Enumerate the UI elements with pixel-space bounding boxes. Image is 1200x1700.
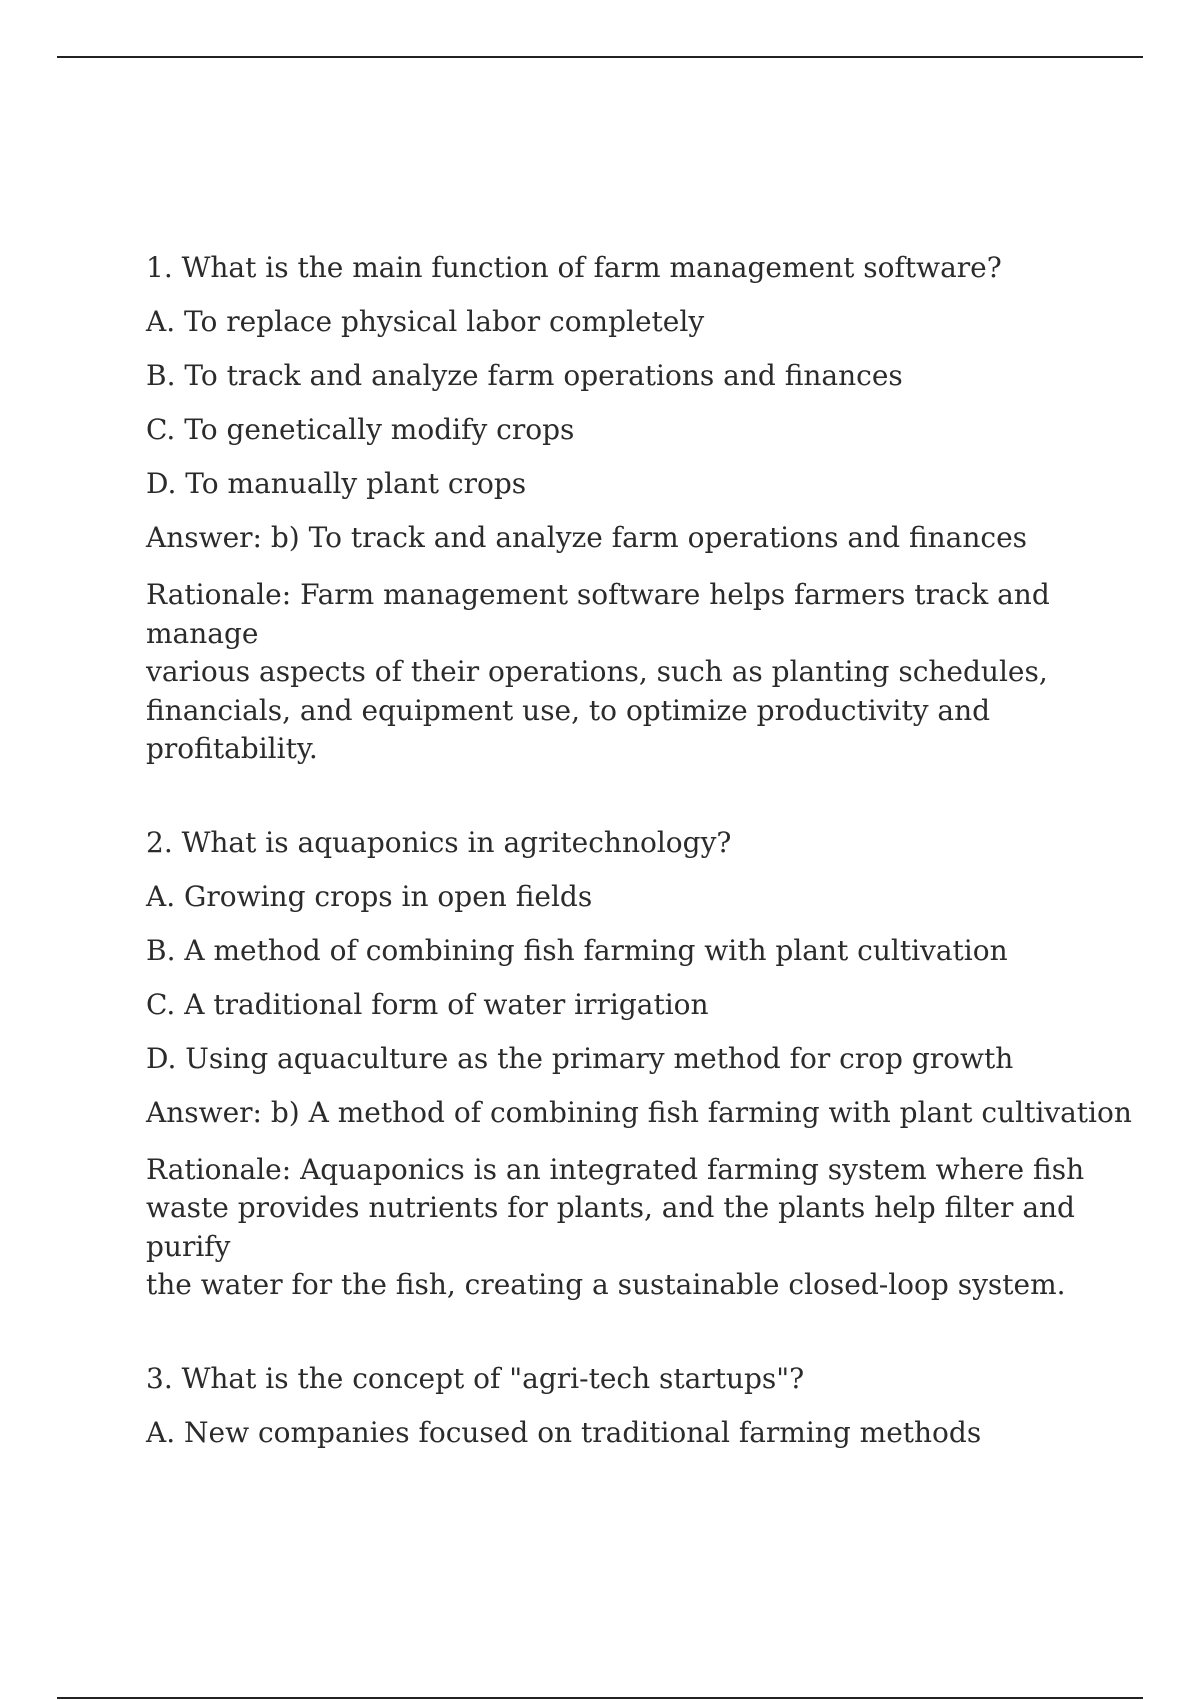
option-a: A. Growing crops in open fields [146,879,593,913]
rationale-line: profitability. [146,732,318,765]
rationale-text [146,576,1086,769]
rationale-text [146,1151,1086,1305]
option-a: A. To replace physical labor completely [146,305,705,338]
question-text: 3. What is the concept of "agri-tech startups"? [146,1361,805,1395]
footer-rule [57,1697,1143,1699]
question-block-2 [146,825,1132,1305]
question-block-3 [146,1363,1086,1449]
option-d: D. Using aquaculture as the primary method for crop growth [146,1041,1014,1075]
option-d: D. To manually plant crops [146,467,527,500]
rationale-line: Rationale: Farm management software helps farmers track and manage [146,578,1050,650]
question-text: 1. What is the main function of farm management software? [146,251,1002,284]
answer-text: Answer: b) To track and analyze farm operations and finances [146,521,1028,554]
rationale-line: the water for the fish, creating a sustainable closed-loop system. [146,1268,1066,1301]
rationale-line: waste provides nutrients for plants, and the plants help filter and purify [146,1191,1075,1263]
option-a: A. New companies focused on traditional farming methods [146,1415,982,1449]
rationale-line: various aspects of their operations, such as planting schedules, [146,655,1048,688]
question-block-1 [146,252,1086,769]
document-body [146,251,1132,1471]
option-b: B. A method of combining fish farming with plant cultivation [146,933,1008,967]
option-c: C. To genetically modify crops [146,413,575,446]
option-b: B. To track and analyze farm operations and finances [146,359,903,392]
header-rule [57,56,1143,58]
question-text: 2. What is aquaponics in agritechnology? [146,825,732,859]
rationale-line: financials, and equipment use, to optimize productivity and [146,693,991,727]
rationale-line: Rationale: Aquaponics is an integrated farming system where fish [146,1152,1085,1186]
answer-text: Answer: b) A method of combining fish farming with plant cultivation [146,1095,1132,1129]
option-c: C. A traditional form of water irrigation [146,987,709,1021]
